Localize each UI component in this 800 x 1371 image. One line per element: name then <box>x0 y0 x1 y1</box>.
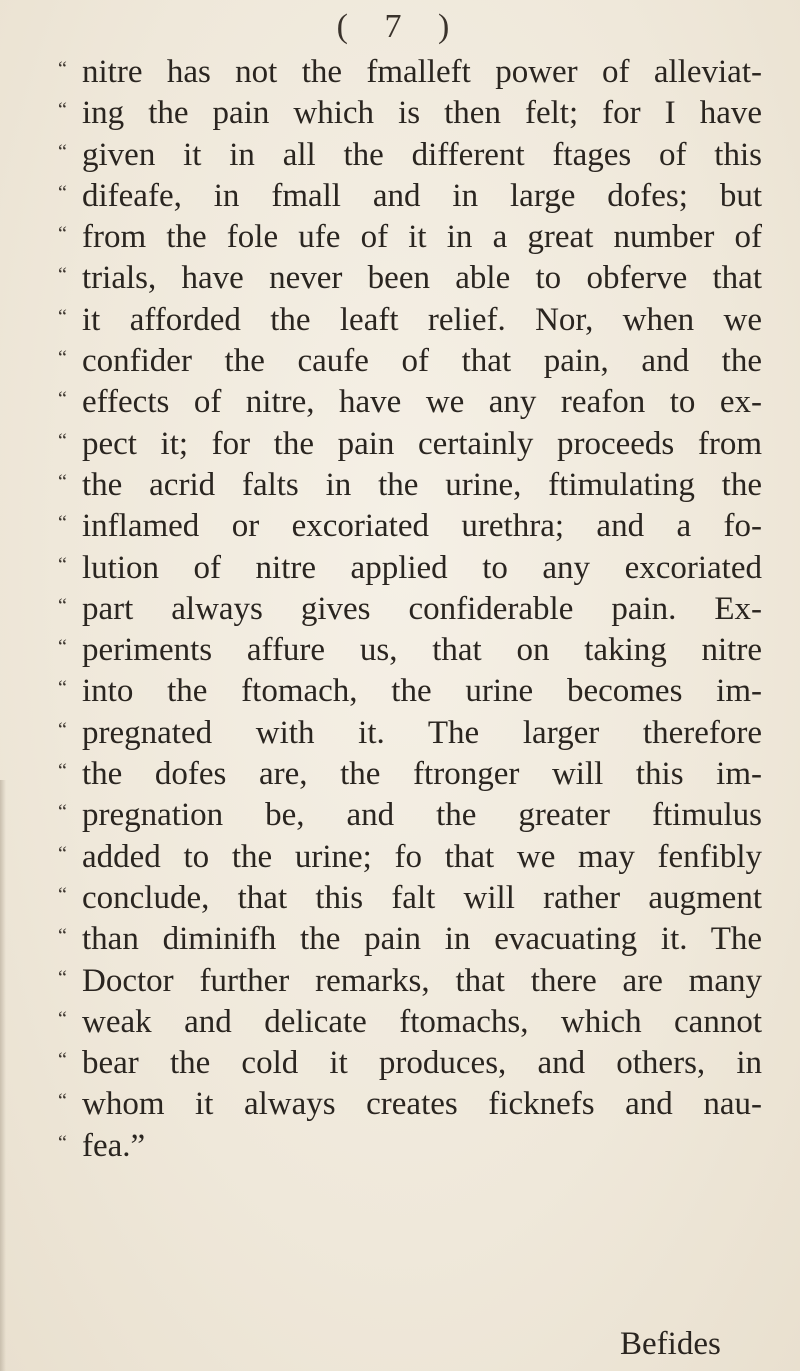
text-line <box>58 671 762 712</box>
page-number: ( 7 ) <box>336 8 464 45</box>
opening-quote-mark: “ <box>58 966 67 989</box>
line-text: than diminifh the pain in evacuating it. The <box>82 921 762 958</box>
line-text: lution of nitre applied to any excoriated <box>82 549 762 586</box>
opening-quote-mark: “ <box>58 223 67 246</box>
text-line <box>58 176 762 217</box>
line-text: nitre has not the fmalleft power of alleviat- <box>82 54 762 90</box>
catchword: Befides <box>620 1326 721 1362</box>
line-text: weak and delicate ftomachs, which cannot <box>82 1003 762 1040</box>
text-line <box>58 1002 762 1043</box>
opening-quote-mark: “ <box>58 760 67 783</box>
opening-quote-mark: “ <box>58 883 67 906</box>
line-text: periments affure us, that on taking nitre <box>82 632 762 669</box>
text-line <box>58 93 762 134</box>
opening-quote-mark: “ <box>58 140 67 163</box>
line-text: inflamed or excoriated urethra; and a fo- <box>82 508 762 545</box>
opening-quote-mark: “ <box>58 181 67 204</box>
opening-quote-mark: “ <box>58 429 67 452</box>
text-line <box>58 961 762 1002</box>
line-text: bear the cold it produces, and others, in <box>82 1045 762 1082</box>
text-line <box>58 217 762 258</box>
line-text: pregnated with it. The larger therefore <box>82 714 762 751</box>
opening-quote-mark: “ <box>58 718 67 741</box>
text-line <box>58 713 762 754</box>
line-text: it afforded the leaft relief. Nor, when we <box>82 301 762 338</box>
line-text: difeafe, in fmall and in large dofes; but <box>82 177 762 214</box>
line-text: trials, have never been able to obferve that <box>82 260 762 297</box>
line-text: effects of nitre, have we any reafon to ex- <box>82 384 762 421</box>
opening-quote-mark: “ <box>58 512 67 535</box>
text-line <box>58 52 762 93</box>
opening-quote-mark: “ <box>58 842 67 865</box>
text-line <box>58 589 762 630</box>
opening-quote-mark: “ <box>58 801 67 824</box>
line-text: pregnation be, and the greater ftimulus <box>82 797 762 834</box>
opening-quote-mark: “ <box>58 553 67 576</box>
opening-quote-mark: “ <box>58 470 67 493</box>
line-text: into the ftomach, the urine becomes im- <box>82 673 762 710</box>
opening-quote-mark: “ <box>58 1090 67 1113</box>
text-line <box>58 258 762 299</box>
opening-quote-mark: “ <box>58 347 67 370</box>
line-text: the dofes are, the ftronger will this im- <box>82 756 762 793</box>
opening-quote-mark: “ <box>58 1007 67 1030</box>
line-text: fea.” <box>82 1127 146 1164</box>
text-body <box>58 52 762 1167</box>
text-line <box>58 1084 762 1125</box>
line-text: Doctor further remarks, that there are many <box>82 962 762 999</box>
text-line <box>58 382 762 423</box>
opening-quote-mark: “ <box>58 1049 67 1072</box>
opening-quote-mark: “ <box>58 925 67 948</box>
line-text: the acrid falts in the urine, ftimulating the <box>82 466 762 503</box>
text-line <box>58 795 762 836</box>
text-line <box>58 878 762 919</box>
opening-quote-mark: “ <box>58 594 67 617</box>
text-line <box>58 465 762 506</box>
text-line <box>58 630 762 671</box>
line-text: part always gives confiderable pain. Ex- <box>82 590 762 627</box>
text-line <box>58 135 762 176</box>
text-line <box>58 919 762 960</box>
text-line <box>58 300 762 341</box>
opening-quote-mark: “ <box>58 99 67 122</box>
opening-quote-mark: “ <box>58 388 67 411</box>
line-text: added to the urine; fo that we may fenfibly <box>82 838 762 875</box>
text-line <box>58 837 762 878</box>
line-text: pect it; for the pain certainly proceeds from <box>82 425 762 462</box>
line-text: from the fole ufe of it in a great number of <box>82 219 762 256</box>
line-text: confider the caufe of that pain, and the <box>82 343 762 380</box>
text-line <box>58 1126 762 1167</box>
opening-quote-mark: “ <box>58 636 67 659</box>
page-edge-shadow <box>0 780 6 1371</box>
text-line <box>58 754 762 795</box>
text-line <box>58 1043 762 1084</box>
text-line <box>58 341 762 382</box>
opening-quote-mark: “ <box>58 1131 67 1154</box>
line-text: ing the pain which is then felt; for I have <box>82 95 762 132</box>
text-line <box>58 506 762 547</box>
text-line <box>58 548 762 589</box>
opening-quote-mark: “ <box>58 264 67 287</box>
line-text: given it in all the different ftages of this <box>82 136 762 173</box>
line-text: whom it always creates ficknefs and nau- <box>82 1086 762 1123</box>
opening-quote-mark: “ <box>58 305 67 328</box>
opening-quote-mark: “ <box>58 677 67 700</box>
line-text: conclude, that this falt will rather augment <box>82 879 762 916</box>
opening-quote-mark: “ <box>58 58 67 80</box>
text-line <box>58 424 762 465</box>
